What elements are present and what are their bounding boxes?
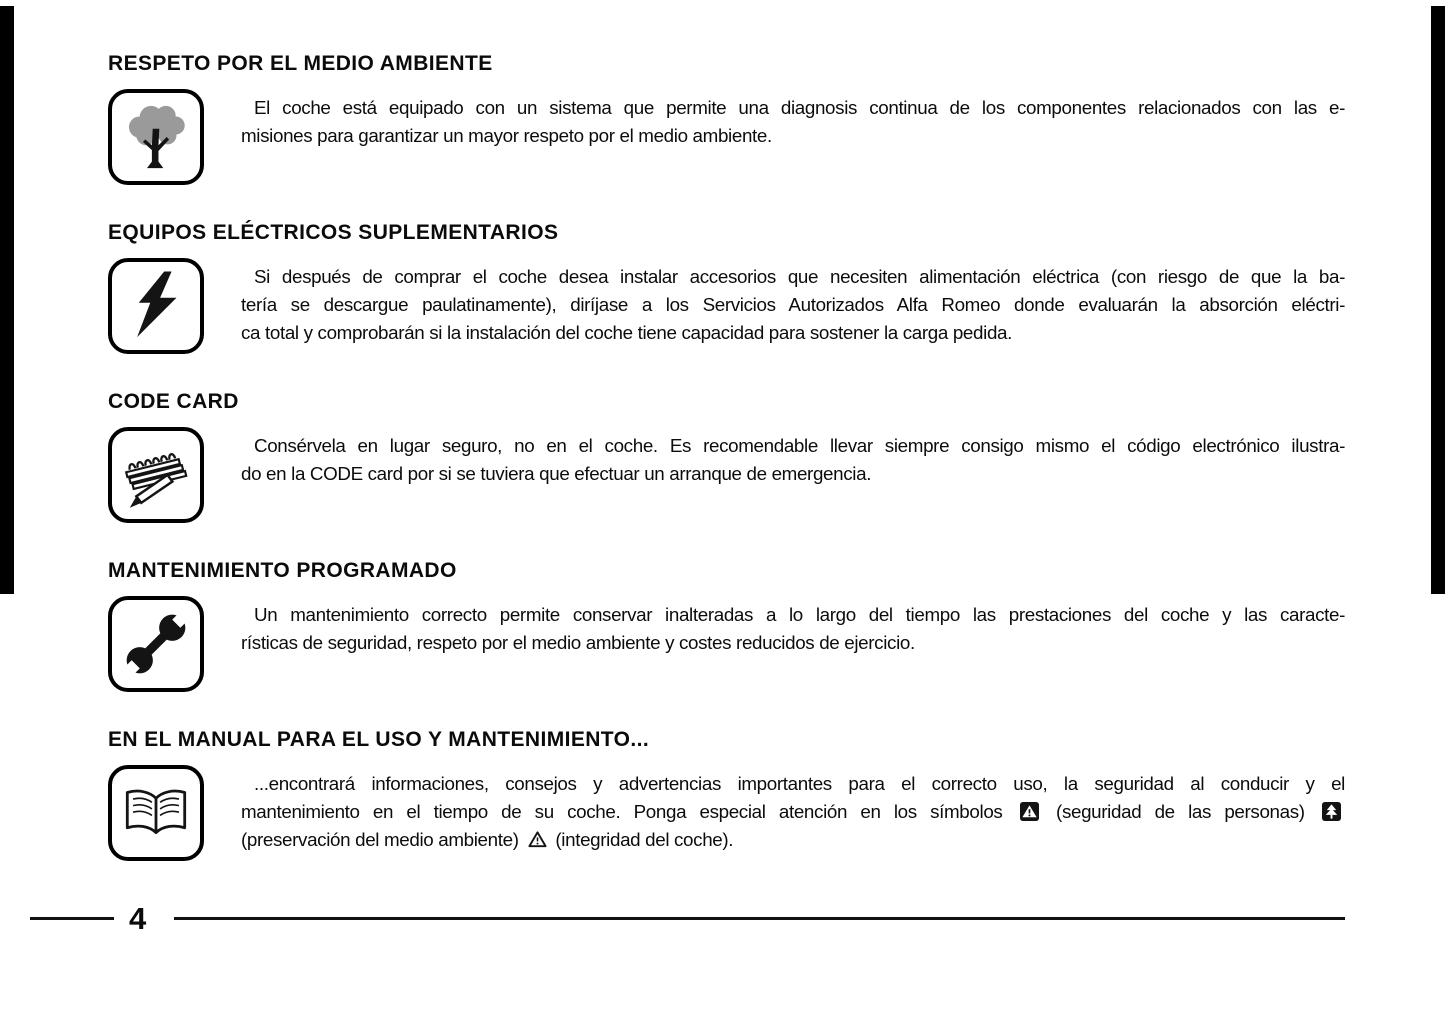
text-line: tería se descargue paulatinamente), diríjase a los Servicios Autorizados Alfa Romeo donde evaluarán la absorción eléctri- (241, 294, 1345, 315)
text-segment: (preservación del medio ambiente) (241, 829, 519, 850)
text-line: Un mantenimiento correcto permite conservar inalteradas a lo largo del tiempo las prestaciones del coche y las caracte- (254, 604, 1345, 625)
section-row (108, 89, 1345, 185)
text-line: ca total y comprobarán si la instalación del coche tiene capacidad para sostener la carga pedida. (241, 322, 1013, 343)
text-segment: ...encontrará informaciones, consejos y advertencias importantes para el correcto uso, la seguridad al conducir y el (254, 773, 1345, 794)
section-text (241, 765, 1345, 854)
section-heading: EQUIPOS ELÉCTRICOS SUPLEMENTARIOS (108, 221, 559, 244)
section-heading: EN EL MANUAL PARA EL USO Y MANTENIMIENTO... (108, 728, 650, 751)
integrity-triangle-icon (528, 830, 547, 849)
section-electrical (108, 221, 1345, 354)
page-edge-bar-right (1431, 6, 1445, 594)
section-maintenance (108, 559, 1345, 692)
footer-rule-right (174, 917, 1345, 920)
section-row (108, 427, 1345, 523)
notepad-pencil-icon (108, 427, 204, 523)
open-book-icon (108, 765, 204, 861)
text-segment: (seguridad de las personas) (1056, 801, 1305, 822)
section-text (241, 89, 1345, 150)
footer-rule-left (30, 917, 114, 920)
text-line (241, 826, 1345, 854)
text-segment: mantenimiento en el tiempo de su coche. Ponga especial atención en los símbolos (241, 801, 1003, 822)
section-code-card (108, 390, 1345, 523)
text-segment: (integridad del coche). (555, 829, 734, 850)
section-row (108, 258, 1345, 354)
text-line: misiones para garantizar un mayor respeto por el medio ambiente. (241, 125, 772, 146)
text-line: El coche está equipado con un sistema que permite una diagnosis continua de los componentes relacionados con las e- (254, 97, 1345, 118)
text-line: Consérvela en lugar seguro, no en el coche. Es recomendable llevar siempre consigo mismo el código electrónico ilustra- (254, 435, 1345, 456)
section-heading: MANTENIMIENTO PROGRAMADO (108, 559, 457, 582)
text-line: do en la CODE card por si se tuviera que efectuar un arranque de emergencia. (241, 463, 872, 484)
page-footer (30, 903, 1345, 934)
text-line (241, 798, 1345, 826)
text-line: Si después de comprar el coche desea instalar accesorios que necesiten alimentación eléctrica (con riesgo de que la ba- (254, 266, 1345, 287)
section-row (108, 765, 1345, 861)
section-text (241, 596, 1345, 657)
text-line (241, 770, 1345, 798)
section-heading: RESPETO POR EL MEDIO AMBIENTE (108, 52, 493, 75)
section-text (241, 258, 1345, 347)
tree-icon (108, 89, 204, 185)
page-edge-bar-left (0, 6, 14, 594)
section-heading: CODE CARD (108, 390, 239, 413)
page-number: 4 (129, 901, 147, 936)
safety-warning-square-icon (1020, 802, 1039, 821)
environment-square-icon (1322, 802, 1341, 821)
text-line: rísticas de seguridad, respeto por el medio ambiente y costes reducidos de ejercicio. (241, 632, 915, 653)
wrench-icon (108, 596, 204, 692)
section-manual (108, 728, 1345, 861)
section-environment (108, 52, 1345, 185)
section-text (241, 427, 1345, 488)
lightning-bolt-icon (108, 258, 204, 354)
section-row (108, 596, 1345, 692)
